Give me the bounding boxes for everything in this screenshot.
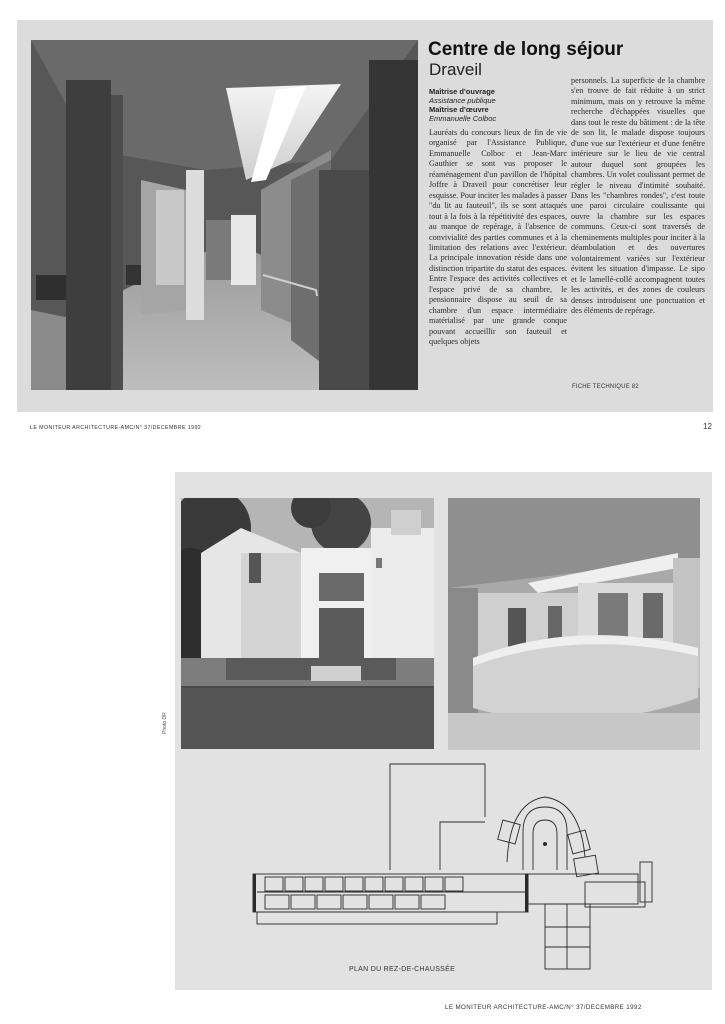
client-role-label: Maîtrise d'ouvrage [429,87,495,96]
bottom-page-footer: LE MONITEUR ARCHITECTURE-AMC/N° 37/DECEMBRE 1992 [445,1004,642,1011]
ground-floor-plan [245,762,665,974]
corridor-photo [31,40,418,390]
interior-photo-illustration [448,498,700,750]
credits-block [429,87,569,123]
exterior-photo-illustration [181,498,434,749]
article-title: Centre de long séjour [428,39,624,60]
top-page-footer: LE MONITEUR ARCHITECTURE-AMC/N° 37/DECEMBRE 1992 [30,425,202,431]
interior-photo [448,498,700,750]
corridor-photo-illustration [31,40,418,390]
fiche-technique-reference: FICHE TECHNIQUE 82 [572,384,639,390]
article-body-column-2: personnels. La superficie de la chambre s'en trouve de fait réduite à un strict minimum, mais on y retrouve la même recherche d'échappées visuelles que dans tout le reste du bâtiment : de la tête de son lit, le malade dispose toujours d'une vue sur l'extérieur et d'une fenêtre intérieure sur le lieu de vie central autour duquel sont groupées les chambres. Un volet coulissant permet de régler le niveau d'intimité souhaité. Dans les "chambres rondes", c'est toute une paroi circulaire coulissante qui ouvre la chambre sur les espaces communs. Ceux-ci sont traversés de cheminements multiples pour inciter à la déambulation et des ouvertures volontairement variées sur l'extérieur évitent les situation d'impasse. Le sipo et le lamellé-collé accompagnent toutes les activités, et des zones de couleurs denses introduisent une ponctuation et des éléments de repérage. [571,76,705,315]
article-subtitle: Draveil [429,60,482,79]
page-number: 12 [703,422,712,431]
architect-name: Emmanuelle Colboc [429,114,497,123]
exterior-photo [181,498,434,749]
photo-credit: Photo DR [162,712,168,734]
floor-plan-drawing [245,762,665,974]
plan-caption: PLAN DU REZ-DE-CHAUSSÉE [349,966,456,973]
client-name: Assistance publique [429,96,496,105]
article-body-column-1: Lauréats du concours lieux de fin de vie organisé par l'Assistance Publique, Emmanuelle Colboc et Jean-Marc Gauthier se sont vus proposer le réaménagement d'un pavillon de l'hôpital Joffre à Draveil pour concrétiser leur esquisse. Pour inciter les malades à passer "du lit au fauteuil", ils se sont attaqués tout à la fois à la répétitivité des espaces, au manque de repérage, à l'absence de convivialité des parties communes et à la limitation des relations avec l'extérieur. La principale innovation réside dans une distinction tripartite du statut des espaces. Entre l'espace des activités collectives et l'espace privé de sa chambre, le pensionnaire dispose au seuil de sa chambre d'un espace intermédiaire matérialisé par une grande conque pouvant accueillir son fauteuil et quelques objets [429,128,568,347]
architect-role-label: Maîtrise d'œuvre [429,105,489,114]
